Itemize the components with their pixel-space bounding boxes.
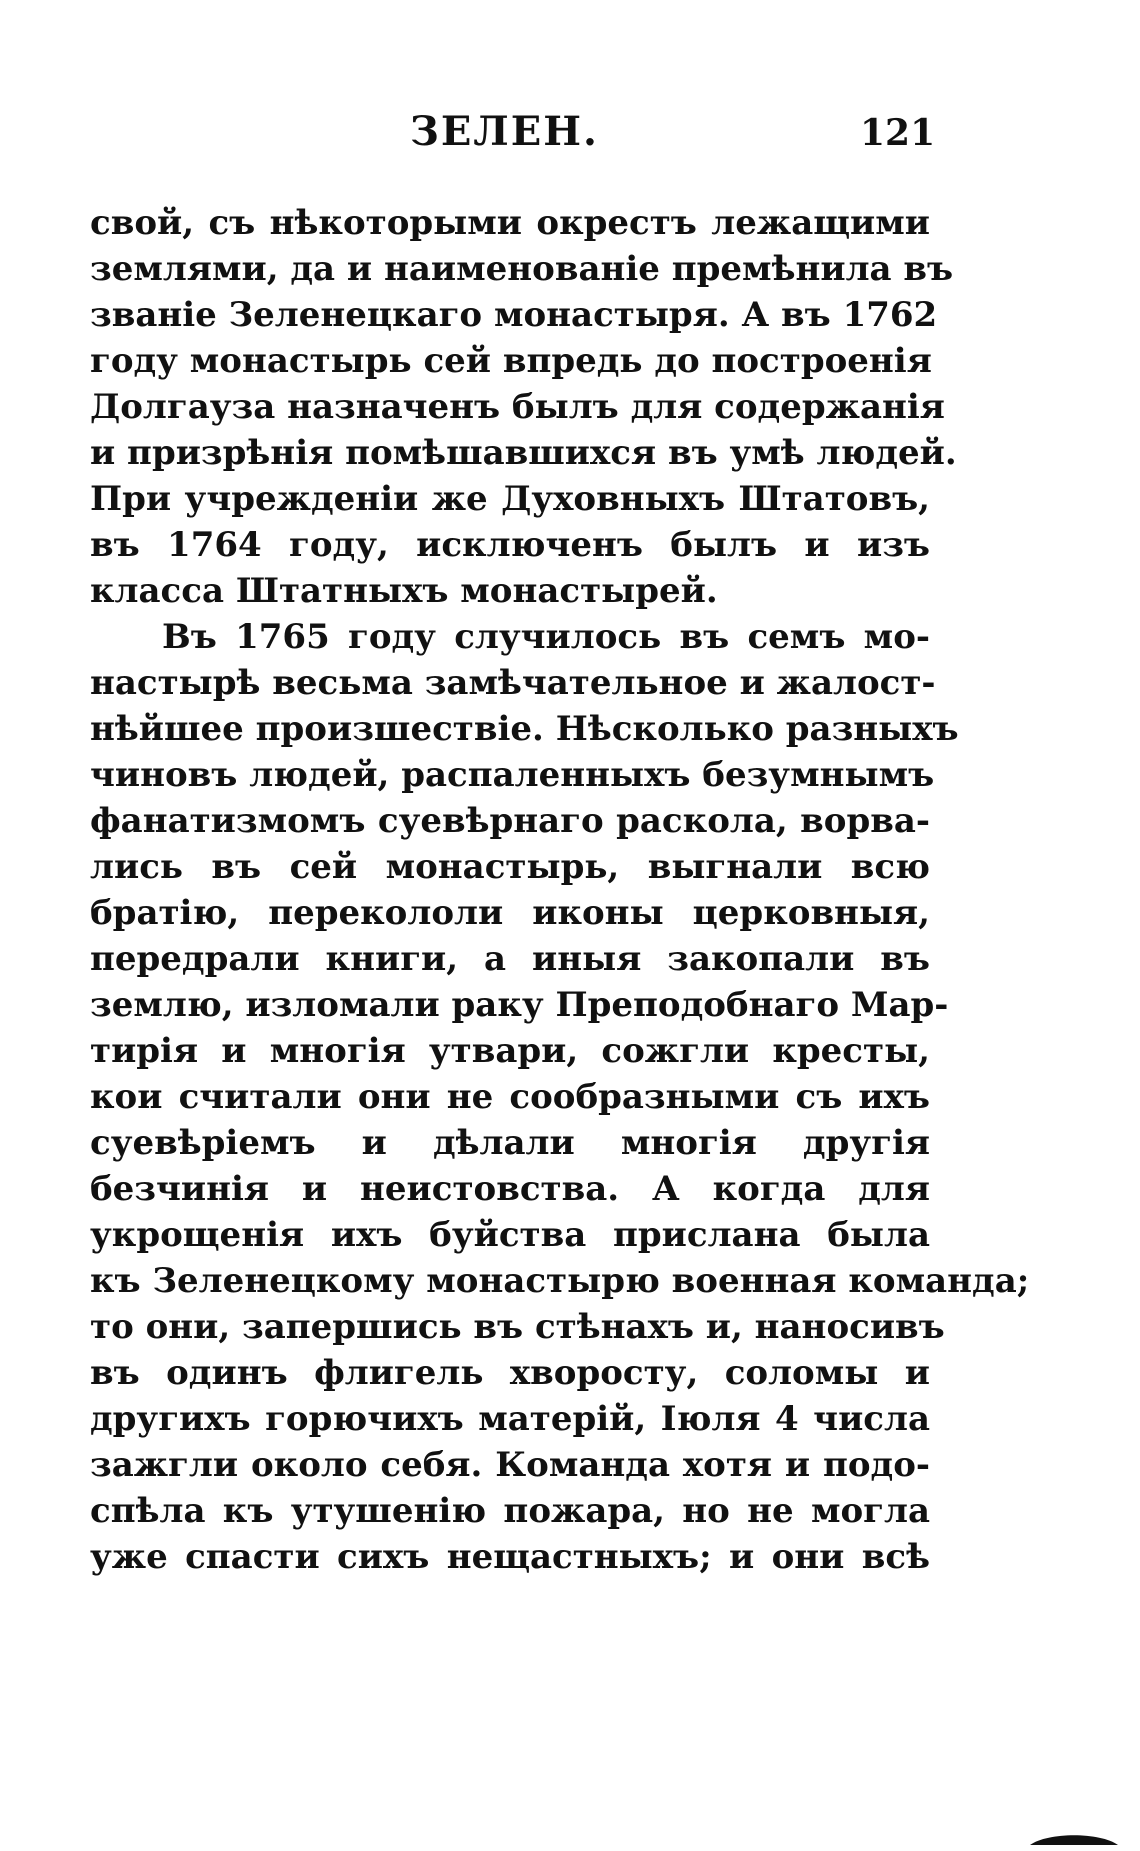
text-line: другихъ горючихъ матерій, Іюля 4 числа [90, 1399, 930, 1439]
text-line: братію, перекололи иконы церковныя, [90, 893, 930, 933]
text-line: землями, да и наименованіе премѣнила въ [90, 249, 954, 289]
paragraph-2 [90, 614, 1030, 1580]
text-line: то они, запершись въ стѣнахъ и, наносивъ [90, 1307, 945, 1347]
page-number: 121 [860, 112, 936, 154]
text-line: суевѣріемъ и дѣлали многія другія [90, 1123, 930, 1163]
text-line: передрали книги, а иныя закопали въ [90, 939, 930, 979]
text-line: При учрежденіи же Духовныхъ Штатовъ, [90, 479, 930, 519]
text-line: нѣйшее произшествіе. Нѣсколько разныхъ [90, 709, 959, 749]
text-line: въ 1764 году, исключенъ былъ и изъ [90, 525, 930, 565]
text-line: землю, изломали раку Преподобнаго Мар- [90, 985, 949, 1025]
text-line: спѣла къ утушенію пожара, но не могла [90, 1491, 930, 1531]
text-line: году монастырь сей впредь до построенія [90, 341, 932, 381]
text-line: безчинія и неистовства. А когда для [90, 1169, 930, 1209]
tailpiece-ornament-icon [1028, 1830, 1120, 1846]
text-line: Долгауза назначенъ былъ для содержанія [90, 387, 945, 427]
text-line: укрощенія ихъ буйства прислана была [90, 1215, 930, 1255]
text-line: уже спасти сихъ нещастныхъ; и они всѣ [90, 1537, 930, 1577]
running-head: ЗЕЛЕН. [410, 108, 599, 155]
paragraph-1 [90, 200, 957, 614]
text-line: фанатизмомъ суевѣрнаго раскола, ворва- [90, 801, 930, 841]
text-line: Въ 1765 году случилось въ семъ мо- [162, 617, 930, 657]
text-line: кои считали они не сообразными съ ихъ [90, 1077, 930, 1117]
text-line: настырѣ весьма замѣчательное и жалост- [90, 663, 936, 703]
text-line: свой, съ нѣкоторыми окрестъ лежащими [90, 203, 930, 243]
body-text [90, 200, 1030, 1580]
text-line: къ Зеленецкому монастырю военная команда; [90, 1261, 1030, 1301]
text-line: класса Штатныхъ монастырей. [90, 571, 718, 611]
text-line: лись въ сей монастырь, выгнали всю [90, 847, 930, 887]
text-line: въ одинъ флигель хворосту, соломы и [90, 1353, 930, 1393]
text-line: зажгли около себя. Команда хотя и подо- [90, 1445, 930, 1485]
text-line: чиновъ людей, распаленныхъ безумнымъ [90, 755, 935, 795]
text-line: тирія и многія утвари, сожгли кресты, [90, 1031, 930, 1071]
text-line: и призрѣнія помѣшавшихся въ умѣ людей. [90, 433, 957, 473]
text-line: званіе Зеленецкаго монастыря. А въ 1762 [90, 295, 938, 335]
